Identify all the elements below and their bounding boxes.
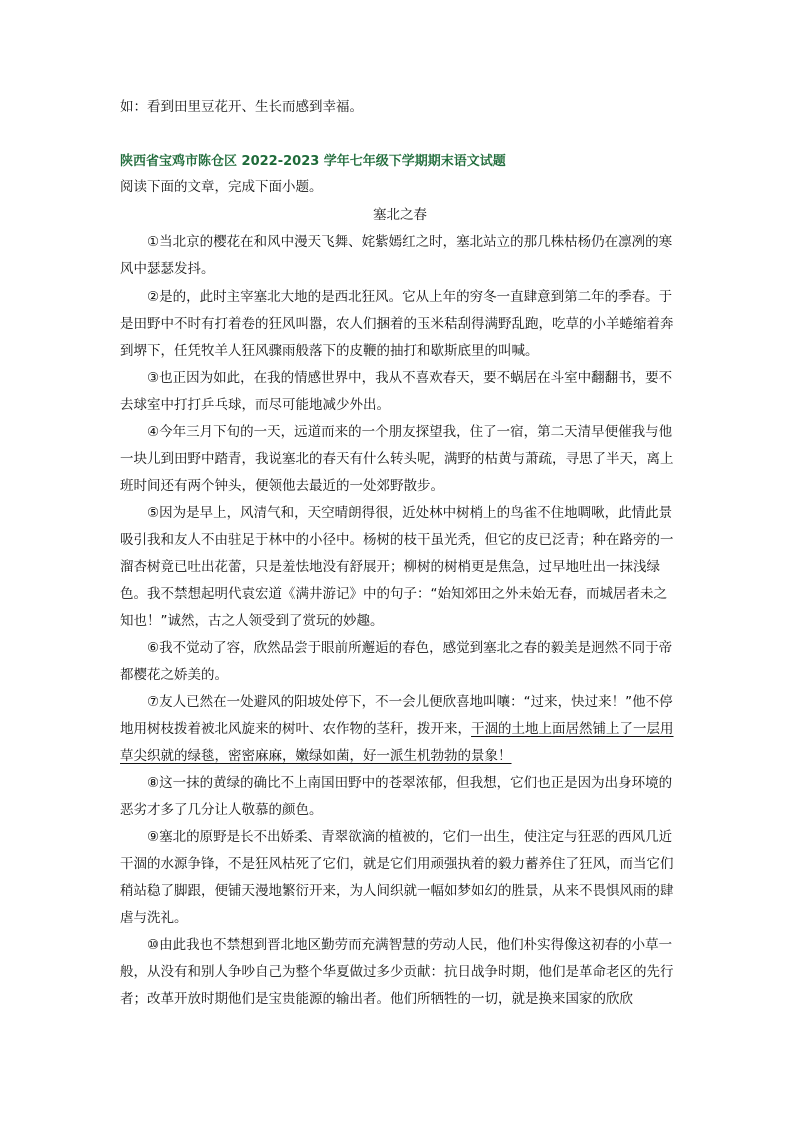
paragraph-9: ⑨塞北的原野是长不出娇柔、青翠欲滴的植被的，它们一出生，使注定与狂恶的西风几近干涸的水源争锋，不是狂风枯死了它们，就是它们用顽强执着的毅力蓄养住了狂风，而当它们稍站稳了脚跟，便铺天漫地繁衍开来，为人间织就一幅如梦如幻的胜景，从来不畏惧风雨的肆虐与洗礼。 xyxy=(120,829,674,926)
source-heading: 陕西省宝鸡市陈仓区 2022-2023 学年七年级下学期期末语文试题 xyxy=(120,154,506,169)
paragraph-7-text: ⑦友人已然在一处避风的阳坡处停下，不一会儿便欣喜地叫嚷：“过来，快过来！”他不停地用树枝拨着被北风旋来的树叶、农作物的茎秆，拨开来， xyxy=(120,694,673,737)
paragraph-7 xyxy=(120,689,680,770)
paragraph-8: ⑧这一抹的黄绿的确比不上南国田野中的苍翠浓郁，但我想，它们也正是因为出身环境的恶劣才多了几分让人敬慕的颜色。 xyxy=(120,775,673,818)
paragraph-10: ⑩由此我也不禁想到晋北地区勤劳而充满智慧的劳动人民，他们朴实得像这初春的小草一般，从没有和别人争吵自己为整个华夏做过多少贡献：抗日战争时期，他们是革命老区的先行者；改革开放时期他们是宝贵能源的输出者。他们所牺牲的一切，就是换来国家的欣欣 xyxy=(120,937,674,1007)
paragraph-2: ②是的，此时主宰塞北大地的是西北狂风。它从上年的穷冬一直肆意到第二年的季春。于是田野中不时有打着卷的狂风叫嚣，农人们捆着的玉米秸刮得满野乱跑，吃草的小羊蜷缩着奔到堺下，任凭牧羊人狂风骤雨般落下的皮鞭的抽打和歇斯底里的叫喊。 xyxy=(120,289,674,359)
paragraph-7-underlined: 干涸的土地上面居然铺上了一层用草尖织就的绿毯，密密麻麻，嫩绿如菌，好一派生机勃勃的景象！ xyxy=(120,721,674,764)
intro-line: 如：看到田里豆花开、生长而感到幸福。 xyxy=(120,99,363,115)
instruction-text: 阅读下面的文章，完成下面小题。 xyxy=(120,179,323,195)
paragraph-6: ⑥我不觉动了容，欣然品尝于眼前所邂逅的春色，感觉到塞北之春的毅美是迥然不同于帝都樱花之娇美的。 xyxy=(120,640,673,683)
paragraph-3: ③也正因为如此，在我的情感世界中，我从不喜欢春天，要不蜗居在斗室中翻翻书，要不去球室中打打乒乓球，而尽可能地减少外出。 xyxy=(120,370,673,413)
paragraph-1: ①当北京的樱花在和风中漫天飞舞、姹紫嫣红之时，塞北站立的那几株枯杨仍在凛冽的寒风中瑟瑟发抖。 xyxy=(120,234,673,277)
paragraph-5: ⑤因为是早上，风清气和，天空晴朗得很，近处林中树梢上的鸟雀不住地啁啾，此情此景吸引我和友人不由驻足于林中的小径中。杨树的枝干虽光秃，但它的皮已泛青；种在路旁的一溜杏树竟已吐出花蕾，只是羞怯地没有舒展开；柳树的树梢更是焦急，过早地吐出一抹浅绿色。我不禁想起明代袁宏道《满井游记》中的句子：“始知郊田之外未始无春，而城居者未之知也！”诚然，古之人领受到了赏玩的妙趣。 xyxy=(120,505,674,629)
paragraph-4: ④今年三月下旬的一天，远道而来的一个朋友探望我，住了一宿，第二天清早便催我与他一块儿到田野中踏青，我说塞北的春天有什么转头呢，满野的枯黄与萧疏，寻思了半天，离上班时间还有两个钟头，便领他去最近的一处郊野散步。 xyxy=(120,424,674,494)
article-title: 塞北之春 xyxy=(373,207,427,223)
